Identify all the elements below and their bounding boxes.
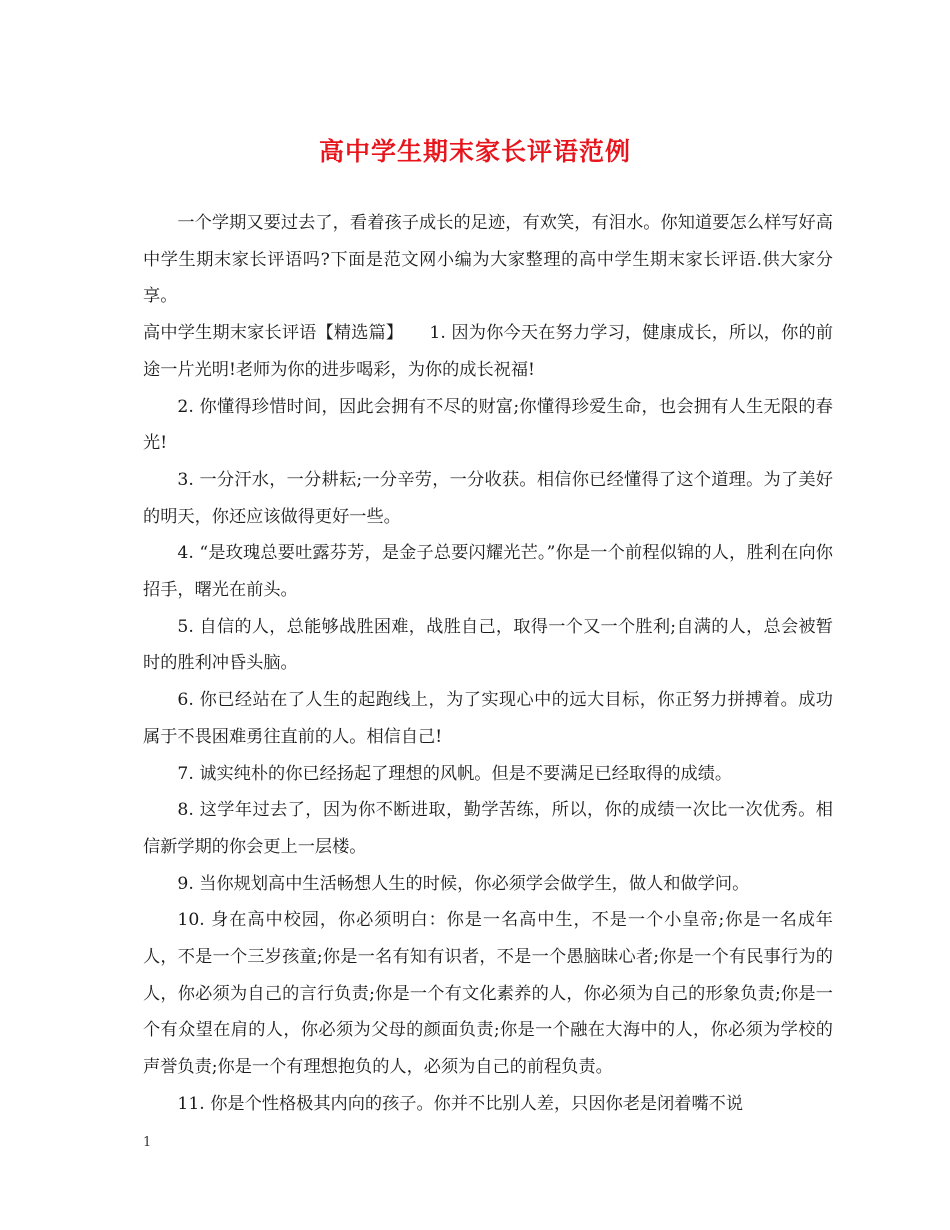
intro-paragraph: 一个学期又要过去了，看着孩子成长的足迹，有欢笑，有泪水。你知道要怎么样写好高中学生期末家长评语吗?下面是范文网小编为大家整理的高中学生期末家长评语.供大家分享。 [143, 213, 833, 307]
comment-paragraph: 3. 一分汗水，一分耕耘;一分辛劳，一分收获。相信你已经懂得了这个道理。为了美好的明天，你还应该做得更好一些。 [143, 469, 833, 527]
comment-paragraph: 4. “是玫瑰总要吐露芬芳，是金子总要闪耀光芒。”你是一个前程似锦的人，胜利在向你招手，曙光在前头。 [143, 543, 833, 601]
document-body [143, 205, 833, 1123]
comment-paragraph: 7. 诚实纯朴的你已经扬起了理想的风帆。但是不要满足已经取得的成绩。 [177, 763, 733, 784]
comment-paragraph: 10. 身在高中校园，你必须明白：你是一名高中生，不是一个小皇帝;你是一名成年人，不是一个三岁孩童;你是一名有知有识者，不是一个愚脑昧心者;你是一个有民事行为的人，你必须为自己的言行负责;你是一个有文化素养的人，你必须为自己的形象负责;你是一个有众望在肩的人，你必须为父母的颜面负责;你是一个融在大海中的人，你必须为学校的声誉负责;你是一个有理想抱负的人，必须为自己的前程负责。 [143, 910, 833, 1078]
comment-paragraph: 11. 你是个性格极其内向的孩子。你并不比别人差，只因你老是闭着嘴不说 [177, 1093, 744, 1114]
document-title: 高中学生期末家长评语范例 [318, 137, 631, 166]
comment-paragraph: 6. 你已经站在了人生的起跑线上，为了实现心中的远大目标，你正努力拼搏着。成功属于不畏困难勇往直前的人。相信自己! [143, 690, 833, 747]
comment-paragraph: 5. 自信的人，总能够战胜困难，战胜自己，取得一个又一个胜利;自满的人，总会被暂时的胜利冲昏头脑。 [143, 616, 833, 674]
comment-paragraph: 2. 你懂得珍惜时间，因此会拥有不尽的财富;你懂得珍爱生命，也会拥有人生无限的春光! [143, 396, 833, 454]
page-number: 1 [143, 1135, 152, 1150]
comment-paragraph: 8. 这学年过去了，因为你不断进取，勤学苦练，所以，你的成绩一次比一次优秀。相信新学期的你会更上一层楼。 [143, 800, 833, 857]
comment-paragraph: 9. 当你规划高中生活畅想人生的时候，你必须学会做学生，做人和做学问。 [177, 873, 750, 894]
section-heading-paragraph: 高中学生期末家长评语【精选篇】 1. 因为你今天在努力学习，健康成长，所以，你的前途一片光明!老师为你的进步喝彩，为你的成长祝福! [143, 323, 833, 380]
